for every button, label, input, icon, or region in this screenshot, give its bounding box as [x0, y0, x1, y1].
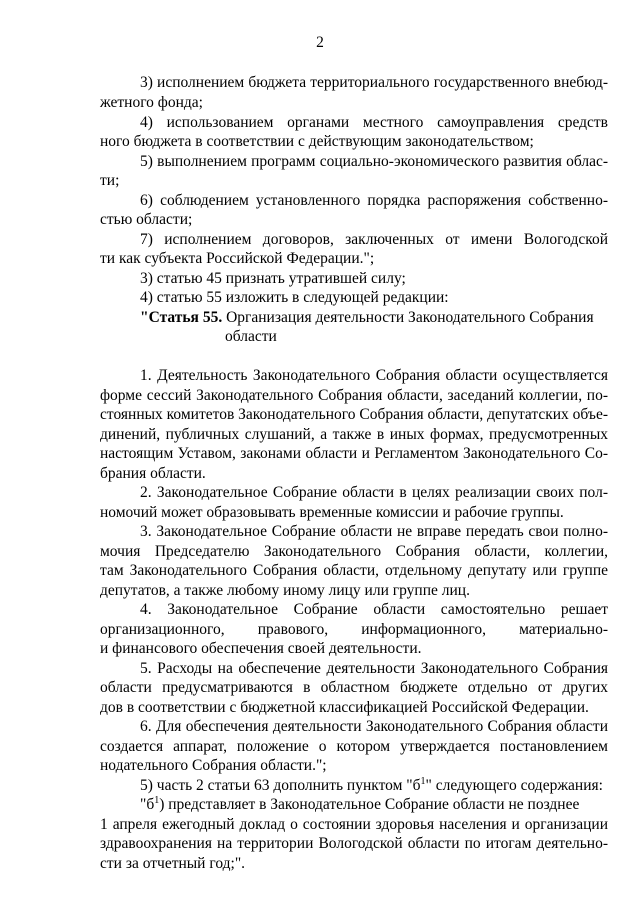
- paragraph-line: 7) исполнением договоров, заключенных от имени Вологодской: [140, 231, 608, 248]
- paragraph-line: брания области.: [100, 465, 206, 482]
- paragraph-line: мочия Председателю Законодательного Собрания области, коллегии,: [100, 543, 608, 560]
- paragraph-line: области предусматриваются в областном бюджете отдельно от других: [100, 679, 608, 696]
- paragraph-line: 1 апреля ежегодный доклад о состоянии здоровья населения и организации: [100, 816, 608, 833]
- paragraph-line: 3. Законодательное Собрание области не вправе передать свои полно-: [140, 523, 608, 540]
- paragraph-line: и финансового обеспечения своей деятельности.: [100, 640, 422, 657]
- paragraph-line: дов в соответствии с бюджетной классификацией Российской Федерации.: [100, 699, 589, 716]
- paragraph-line: 6) соблюдением установленного порядка распоряжения собственно-: [140, 192, 608, 209]
- paragraph-line: [140, 776, 640, 796]
- paragraph-line: 2. Законодательное Собрание области в целях реализации своих пол-: [140, 484, 608, 501]
- paragraph-line: динений, публичных слушаний, а также в иных формах, предусмотренных: [100, 426, 608, 443]
- paragraph-line: организационного, правового, информационного, материально-: [100, 621, 608, 638]
- paragraph-line: 3) исполнением бюджета территориального государственного внебюд-: [140, 74, 608, 91]
- paragraph-line: 4) использованием органами местного самоуправления средств: [140, 114, 608, 131]
- paragraph-line: [140, 795, 608, 815]
- article-heading-title: Организация деятельности Законодательного Собрания: [226, 309, 594, 326]
- paragraph-line: ти;: [100, 172, 120, 189]
- text-fragment: ) представляет в Законодательное Собрание области не позднее: [159, 796, 580, 813]
- paragraph-line: 5) выполнением программ социально-экономического развития облас-: [140, 153, 608, 170]
- paragraph-line: 4) статью 55 изложить в следующей редакции:: [140, 289, 449, 306]
- paragraph-line: ти как субъекта Российской Федерации.";: [100, 250, 375, 267]
- paragraph-line: здравоохранения на территории Вологодской области по итогам деятельно-: [100, 835, 608, 852]
- paragraph-line: стью области;: [100, 211, 193, 228]
- paragraph-line: нодательного Собрания области.";: [100, 757, 327, 774]
- paragraph-line: там Законодательного Собрания области, отдельному депутату или группе: [100, 562, 608, 579]
- paragraph-line: сти за отчетный год;".: [100, 855, 246, 872]
- page-number: 2: [316, 34, 324, 51]
- paragraph-line: 3) статью 45 признать утратившей силу;: [140, 270, 406, 287]
- text-fragment: 5) часть 2 статьи 63 дополнить пунктом "б: [140, 777, 421, 794]
- paragraph-line: номочий может образовывать временные комиссии и рабочие группы.: [100, 504, 564, 521]
- paragraph-line: настоящим Уставом, законами области и Регламентом Законодательного Со-: [100, 445, 608, 462]
- superscript: 1: [154, 794, 160, 806]
- article-heading: [140, 308, 608, 328]
- paragraph-line: 4. Законодательное Собрание области самостоятельно решает: [140, 601, 608, 618]
- paragraph-line: 5. Расходы на обеспечение деятельности Законодательного Собрания: [140, 660, 608, 677]
- paragraph-line: стоянных комитетов Законодательного Собрания области, депутатских объе-: [100, 406, 608, 423]
- paragraph-line: жетного фонда;: [100, 94, 203, 111]
- paragraph-line: депутатов, а также любому иному лицу или группе лиц.: [100, 582, 470, 599]
- article-heading-number: "Статья 55.: [140, 309, 223, 326]
- superscript: 1: [420, 775, 426, 787]
- article-heading-title-continued: области: [225, 328, 277, 345]
- paragraph-line: форме сессий Законодательного Собрания области, заседаний коллегии, по-: [100, 387, 608, 404]
- text-fragment: " следующего содержания:: [425, 777, 603, 794]
- paragraph-line: 1. Деятельность Законодательного Собрания области осуществляется: [140, 367, 608, 384]
- paragraph-line: ного бюджета в соответствии с действующим законодательством;: [100, 133, 534, 150]
- paragraph-line: 6. Для обеспечения деятельности Законодательного Собрания области: [140, 718, 608, 735]
- text-fragment: "б: [140, 796, 155, 813]
- paragraph-line: создается аппарат, положение о котором утверждается постановлением: [100, 738, 608, 755]
